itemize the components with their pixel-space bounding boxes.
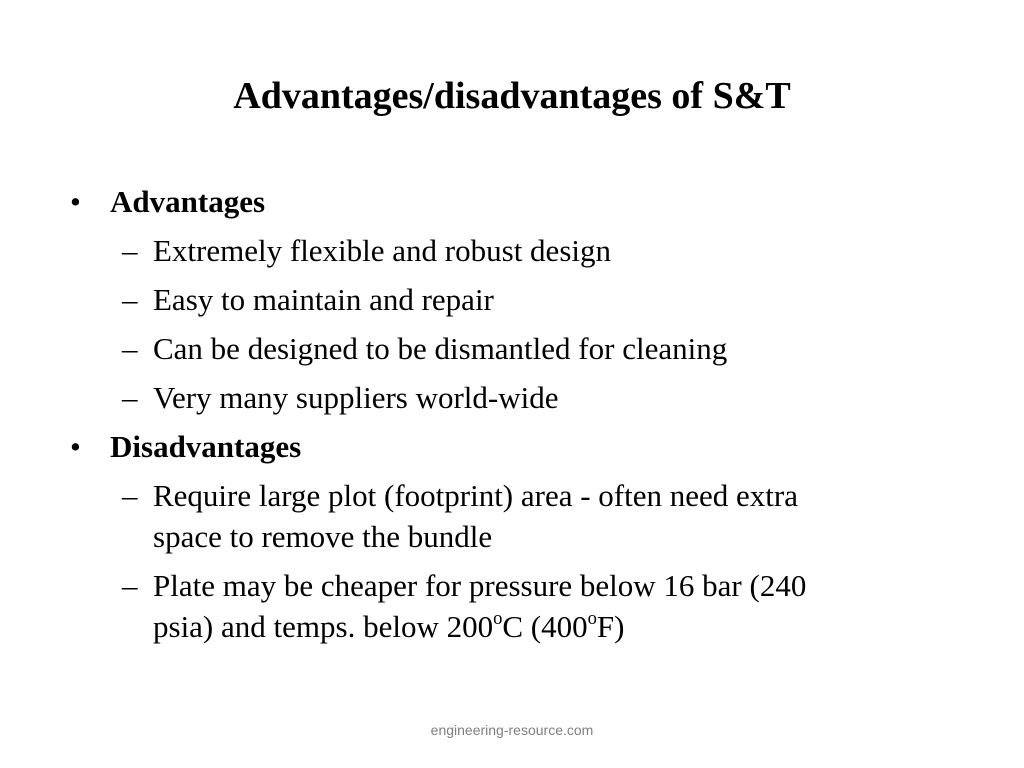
list-item (70, 565, 970, 647)
list-item-text (153, 565, 873, 647)
temp-text-mid: C (400 (502, 609, 588, 644)
section-advantages (70, 181, 970, 222)
dash-icon: – (122, 282, 138, 317)
bullet-icon: • (70, 429, 81, 464)
section-heading: Disadvantages (110, 429, 302, 464)
dash-icon: – (122, 568, 138, 603)
bullet-list (70, 181, 970, 655)
degree-superscript: o (587, 607, 597, 629)
list-item-text: Require large plot (footprint) area - often need extra space to remove the bundle (153, 478, 798, 554)
dash-icon: – (122, 233, 138, 268)
dash-icon: – (122, 380, 138, 415)
temp-text-before: Plate may be cheaper for pressure below 16 bar (240 psia) and temps. below 200 (153, 568, 807, 644)
list-item-text: Easy to maintain and repair (153, 282, 494, 317)
list-item (70, 328, 970, 369)
dash-icon: – (122, 331, 138, 366)
section-heading: Advantages (110, 184, 266, 219)
degree-superscript: o (493, 607, 503, 629)
slide-title: Advantages/disadvantages of S&T (233, 75, 791, 117)
list-item (70, 279, 970, 320)
list-item-text: Very many suppliers world-wide (153, 380, 559, 415)
footer-source: engineering-resource.com (430, 722, 594, 738)
list-item-text: Can be designed to be dismantled for cleaning (153, 331, 728, 366)
temp-text-after: F) (596, 609, 625, 644)
dash-icon: – (122, 478, 138, 513)
list-item (70, 230, 970, 271)
section-disadvantages (70, 426, 970, 467)
list-item (70, 377, 970, 418)
list-item (70, 475, 970, 557)
list-item-text: Extremely flexible and robust design (153, 233, 611, 268)
bullet-icon: • (70, 184, 81, 219)
